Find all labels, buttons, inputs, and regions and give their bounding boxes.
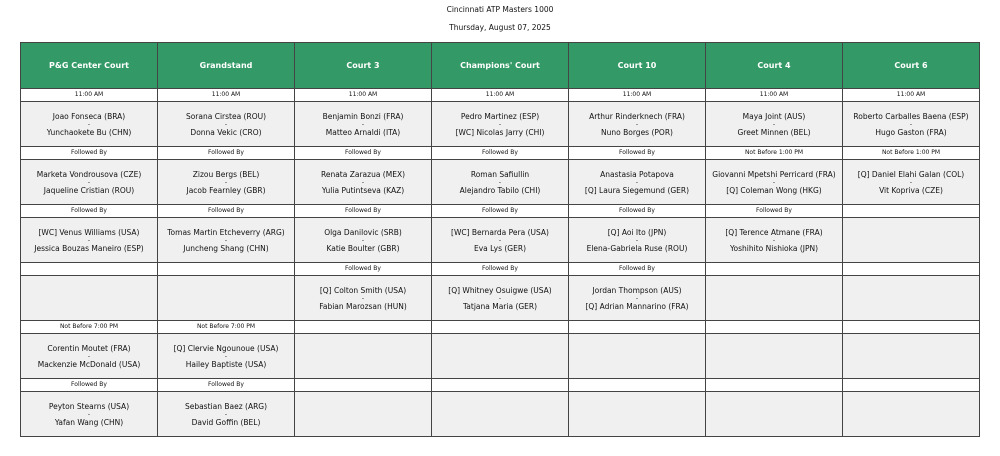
versus-separator: - <box>498 178 502 186</box>
player-two-name: [WC] Nicolas Jarry (CHI) <box>455 127 545 137</box>
player-two-name: Hugo Gaston (FRA) <box>875 127 947 137</box>
player-one-name: Peyton Stearns (USA) <box>48 401 130 411</box>
player-one-name: [Q] Terence Atmane (FRA) <box>725 227 823 237</box>
versus-separator: - <box>772 236 776 244</box>
time-slot-label <box>843 321 980 334</box>
versus-separator: - <box>224 236 228 244</box>
player-two-name: Jessica Bouzas Maneiro (ESP) <box>34 243 144 253</box>
player-one-name: Arthur Rinderknech (FRA) <box>589 111 685 121</box>
versus-separator: - <box>635 294 639 302</box>
player-two-name: Hailey Baptiste (USA) <box>185 359 267 369</box>
versus-separator: - <box>909 178 913 186</box>
time-slot-label <box>843 379 980 392</box>
player-one-name: Pedro Martinez (ESP) <box>460 111 540 121</box>
versus-separator: - <box>87 410 91 418</box>
player-two-name: Yafan Wang (CHN) <box>54 417 124 427</box>
court-header: Court 6 <box>843 43 980 89</box>
player-two-name: Yulia Putintseva (KAZ) <box>321 185 405 195</box>
player-two-name: Jaqueline Cristian (ROU) <box>43 185 135 195</box>
court-header: Grandstand <box>158 43 295 89</box>
slot-row <box>21 379 980 392</box>
time-slot-label: 11:00 AM <box>569 89 706 102</box>
time-slot-label <box>569 321 706 334</box>
time-slot-label: Followed By <box>295 147 432 160</box>
versus-separator: - <box>87 236 91 244</box>
court-header: P&G Center Court <box>21 43 158 89</box>
versus-separator: - <box>224 410 228 418</box>
match-cell <box>21 160 158 205</box>
versus-separator: - <box>361 236 365 244</box>
player-one-name: [Q] Daniel Elahi Galan (COL) <box>857 169 965 179</box>
versus-separator: - <box>772 178 776 186</box>
match-cell <box>569 102 706 147</box>
slot-row <box>21 321 980 334</box>
player-one-name: [Q] Clervie Ngounoue (USA) <box>173 343 279 353</box>
time-slot-label: Not Before 7:00 PM <box>21 321 158 334</box>
player-two-name: David Goffin (BEL) <box>191 417 261 427</box>
player-one-name: [Q] Aoi Ito (JPN) <box>607 227 667 237</box>
player-two-name: Vit Kopriva (CZE) <box>879 185 943 195</box>
court-header: Court 3 <box>295 43 432 89</box>
time-slot-label: Followed By <box>569 263 706 276</box>
match-cell <box>295 102 432 147</box>
time-slot-label: Not Before 1:00 PM <box>843 147 980 160</box>
order-of-play-table <box>20 42 980 437</box>
time-slot-label: Followed By <box>706 205 843 218</box>
player-one-name: Roberto Carballes Baena (ESP) <box>853 111 969 121</box>
time-slot-label: Followed By <box>158 147 295 160</box>
empty-match-cell <box>706 276 843 321</box>
player-two-name: Tatjana Maria (GER) <box>462 301 538 311</box>
time-slot-label <box>432 379 569 392</box>
match-cell <box>158 334 295 379</box>
time-slot-label: Followed By <box>21 379 158 392</box>
match-cell <box>158 392 295 437</box>
match-cell <box>432 218 569 263</box>
match-row <box>21 276 980 321</box>
time-slot-label <box>569 379 706 392</box>
match-cell <box>158 218 295 263</box>
empty-match-cell <box>432 392 569 437</box>
slot-row <box>21 205 980 218</box>
time-slot-label: Followed By <box>158 379 295 392</box>
time-slot-label: 11:00 AM <box>295 89 432 102</box>
player-one-name: Giovanni Mpetshi Perricard (FRA) <box>712 169 836 179</box>
versus-separator: - <box>87 120 91 128</box>
versus-separator: - <box>361 294 365 302</box>
player-two-name: Jacob Fearnley (GBR) <box>186 185 266 195</box>
time-slot-label: 11:00 AM <box>158 89 295 102</box>
time-slot-label: Followed By <box>569 147 706 160</box>
slot-row <box>21 147 980 160</box>
match-cell <box>706 160 843 205</box>
time-slot-label <box>158 263 295 276</box>
time-slot-label: Not Before 1:00 PM <box>706 147 843 160</box>
match-cell <box>432 276 569 321</box>
match-cell <box>158 102 295 147</box>
court-header-row <box>21 43 980 89</box>
match-cell <box>843 102 980 147</box>
player-one-name: [Q] Colton Smith (USA) <box>319 285 407 295</box>
time-slot-label: Followed By <box>569 205 706 218</box>
versus-separator: - <box>361 120 365 128</box>
match-cell <box>21 218 158 263</box>
versus-separator: - <box>87 178 91 186</box>
player-one-name: Roman Safiullin <box>470 169 530 179</box>
match-cell <box>21 334 158 379</box>
match-cell <box>295 160 432 205</box>
time-slot-label <box>706 321 843 334</box>
match-row <box>21 218 980 263</box>
court-header: Champions' Court <box>432 43 569 89</box>
time-slot-label <box>843 263 980 276</box>
schedule-date: Thursday, August 07, 2025 <box>449 23 551 32</box>
versus-separator: - <box>224 178 228 186</box>
player-one-name: Jordan Thompson (AUS) <box>592 285 682 295</box>
time-slot-label: Followed By <box>432 263 569 276</box>
versus-separator: - <box>224 352 228 360</box>
court-header: Court 4 <box>706 43 843 89</box>
empty-match-cell <box>295 392 432 437</box>
versus-separator: - <box>498 236 502 244</box>
versus-separator: - <box>87 352 91 360</box>
match-cell <box>295 276 432 321</box>
match-cell <box>432 160 569 205</box>
player-one-name: Renata Zarazua (MEX) <box>320 169 406 179</box>
player-one-name: Corentin Moutet (FRA) <box>47 343 131 353</box>
time-slot-label: Not Before 7:00 PM <box>158 321 295 334</box>
match-cell <box>432 102 569 147</box>
empty-match-cell <box>569 392 706 437</box>
time-slot-label <box>295 321 432 334</box>
versus-separator: - <box>635 178 639 186</box>
slot-row <box>21 89 980 102</box>
player-two-name: Greet Minnen (BEL) <box>737 127 811 137</box>
time-slot-label: 11:00 AM <box>21 89 158 102</box>
empty-match-cell <box>706 392 843 437</box>
time-slot-label <box>706 379 843 392</box>
player-one-name: [Q] Whitney Osuigwe (USA) <box>448 285 552 295</box>
empty-match-cell <box>569 334 706 379</box>
player-one-name: Benjamin Bonzi (FRA) <box>322 111 404 121</box>
match-cell <box>569 276 706 321</box>
player-two-name: Juncheng Shang (CHN) <box>183 243 269 253</box>
player-two-name: Yunchaokete Bu (CHN) <box>46 127 132 137</box>
player-one-name: [WC] Venus Williams (USA) <box>38 227 140 237</box>
player-two-name: [Q] Adrian Mannarino (FRA) <box>585 301 689 311</box>
player-two-name: Elena-Gabriela Ruse (ROU) <box>586 243 688 253</box>
time-slot-label: 11:00 AM <box>706 89 843 102</box>
time-slot-label: Followed By <box>432 147 569 160</box>
player-one-name: Marketa Vondrousova (CZE) <box>36 169 142 179</box>
time-slot-label: Followed By <box>432 205 569 218</box>
schedule-header <box>0 0 1000 34</box>
time-slot-label: Followed By <box>295 205 432 218</box>
empty-match-cell <box>843 218 980 263</box>
player-two-name: [Q] Coleman Wong (HKG) <box>726 185 822 195</box>
slot-row <box>21 263 980 276</box>
versus-separator: - <box>635 120 639 128</box>
player-two-name: Alejandro Tabilo (CHI) <box>459 185 541 195</box>
player-two-name: [Q] Laura Siegemund (GER) <box>584 185 690 195</box>
time-slot-label: 11:00 AM <box>843 89 980 102</box>
player-one-name: Maya Joint (AUS) <box>742 111 806 121</box>
player-two-name: Fabian Marozsan (HUN) <box>319 301 407 311</box>
match-row <box>21 160 980 205</box>
time-slot-label <box>21 263 158 276</box>
player-one-name: Joao Fonseca (BRA) <box>52 111 126 121</box>
player-one-name: Tomas Martin Etcheverry (ARG) <box>167 227 285 237</box>
court-header: Court 10 <box>569 43 706 89</box>
time-slot-label <box>706 263 843 276</box>
match-cell <box>21 102 158 147</box>
versus-separator: - <box>772 120 776 128</box>
time-slot-label <box>295 379 432 392</box>
empty-match-cell <box>843 276 980 321</box>
time-slot-label: 11:00 AM <box>432 89 569 102</box>
player-one-name: Sorana Cirstea (ROU) <box>185 111 267 121</box>
time-slot-label: Followed By <box>21 205 158 218</box>
time-slot-label: Followed By <box>21 147 158 160</box>
player-two-name: Matteo Arnaldi (ITA) <box>325 127 401 137</box>
player-two-name: Donna Vekic (CRO) <box>190 127 262 137</box>
time-slot-label <box>432 321 569 334</box>
tournament-title: Cincinnati ATP Masters 1000 <box>446 5 554 14</box>
player-one-name: [WC] Bernarda Pera (USA) <box>451 227 549 237</box>
match-cell <box>706 102 843 147</box>
match-cell <box>21 392 158 437</box>
player-two-name: Katie Boulter (GBR) <box>326 243 400 253</box>
empty-match-cell <box>843 392 980 437</box>
player-two-name: Nuno Borges (POR) <box>601 127 673 137</box>
match-cell <box>158 160 295 205</box>
match-row <box>21 392 980 437</box>
match-cell <box>843 160 980 205</box>
empty-match-cell <box>295 334 432 379</box>
empty-match-cell <box>843 334 980 379</box>
versus-separator: - <box>909 120 913 128</box>
player-two-name: Mackenzie McDonald (USA) <box>37 359 141 369</box>
player-one-name: Sebastian Baez (ARG) <box>184 401 268 411</box>
versus-separator: - <box>224 120 228 128</box>
match-cell <box>706 218 843 263</box>
match-cell <box>295 218 432 263</box>
player-one-name: Anastasia Potapova <box>600 169 674 179</box>
player-two-name: Yoshihito Nishioka (JPN) <box>729 243 819 253</box>
player-one-name: Olga Danilovic (SRB) <box>324 227 402 237</box>
time-slot-label: Followed By <box>295 263 432 276</box>
versus-separator: - <box>635 236 639 244</box>
match-row <box>21 102 980 147</box>
match-cell <box>569 160 706 205</box>
schedule-body <box>21 89 980 437</box>
versus-separator: - <box>498 294 502 302</box>
player-two-name: Eva Lys (GER) <box>474 243 526 253</box>
time-slot-label <box>843 205 980 218</box>
time-slot-label: Followed By <box>158 205 295 218</box>
empty-match-cell <box>706 334 843 379</box>
match-row <box>21 334 980 379</box>
empty-match-cell <box>21 276 158 321</box>
empty-match-cell <box>158 276 295 321</box>
versus-separator: - <box>361 178 365 186</box>
player-one-name: Zizou Bergs (BEL) <box>192 169 260 179</box>
versus-separator: - <box>498 120 502 128</box>
match-cell <box>569 218 706 263</box>
empty-match-cell <box>432 334 569 379</box>
